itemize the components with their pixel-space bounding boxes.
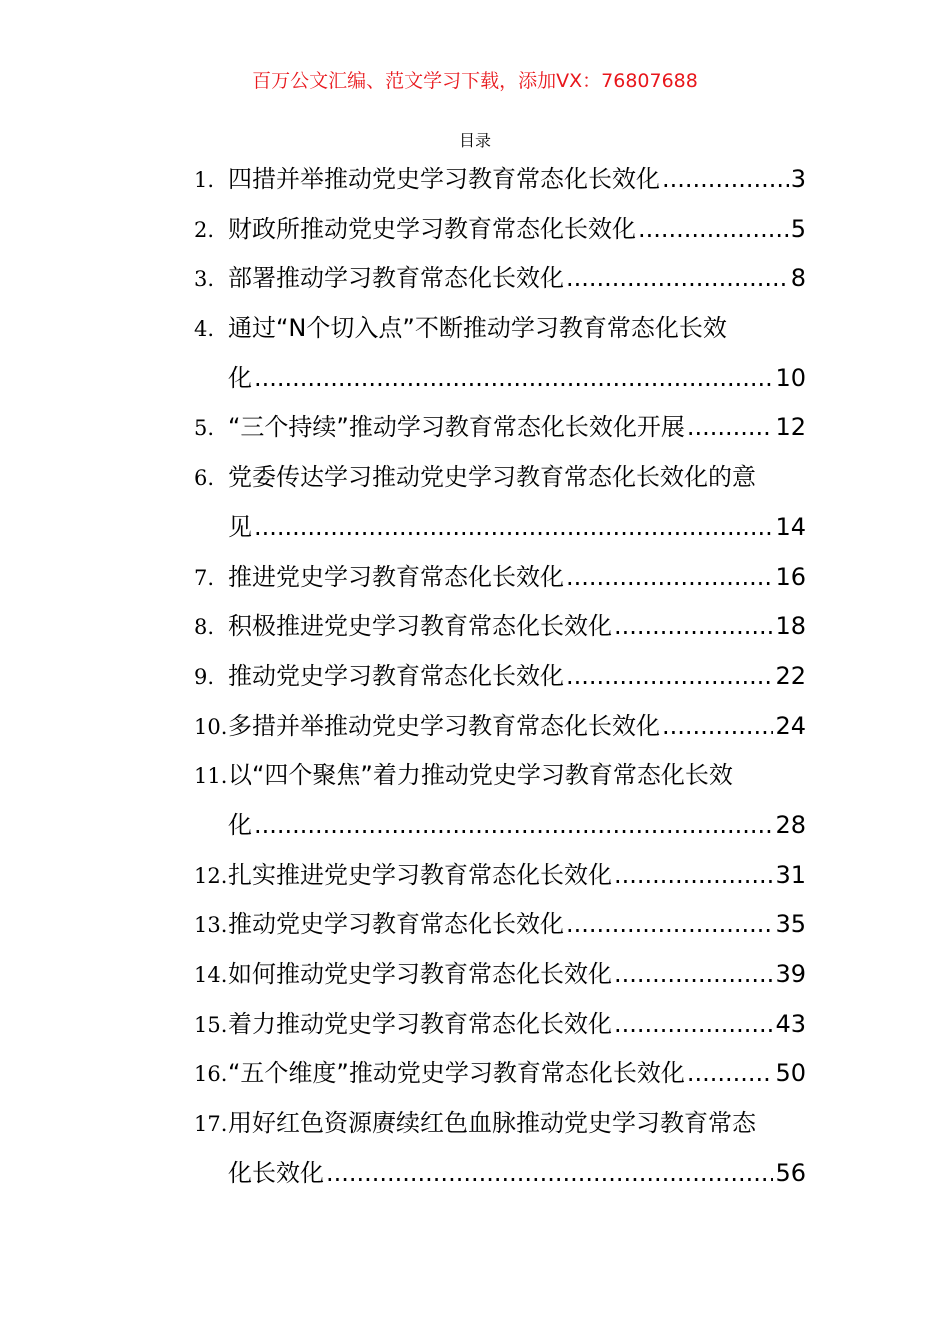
toc-dot-leader	[687, 403, 774, 453]
toc-entry[interactable]	[194, 254, 806, 304]
toc-entry-title: 四措并举推动党史学习教育常态化长效化	[228, 165, 660, 193]
toc-entry-title: 化长效化	[228, 1158, 324, 1187]
toc-entry-title: 推动党史学习教育常态化长效化	[228, 910, 564, 939]
toc-entry[interactable]	[194, 155, 806, 205]
toc-page-number: 28	[775, 810, 806, 839]
toc-entry-title: 如何推动党史学习教育常态化长效化	[228, 960, 612, 988]
toc-page-number: 14	[775, 512, 806, 541]
toc-entry[interactable]	[194, 354, 806, 404]
toc-dot-leader	[662, 155, 789, 205]
toc-page-number: 8	[790, 264, 806, 293]
toc-page-number: 12	[775, 413, 806, 442]
toc-entry[interactable]	[194, 453, 806, 503]
toc-page-number: 3	[790, 165, 806, 193]
toc-dot-leader	[566, 652, 773, 702]
toc-page-number: 5	[790, 214, 806, 243]
toc-entry-title: 党委传达学习推动党史学习教育常态化长效化的意	[228, 463, 756, 492]
toc-entry-title: 积极推进党史学习教育常态化长效化	[228, 612, 612, 641]
toc-entry[interactable]	[194, 1000, 806, 1050]
toc-page-number: 10	[775, 363, 806, 392]
toc-entry-title: 部署推动学习教育常态化长效化	[228, 264, 564, 293]
toc-page-number: 35	[775, 910, 806, 939]
toc-entry-number: 12.	[194, 863, 228, 888]
toc-dot-leader	[566, 553, 773, 603]
watermark-header: 百万公文汇编、范文学习下载，添加VX：76807688	[252, 70, 698, 92]
toc-entry-title: 见	[228, 512, 252, 541]
toc-entry-title: 推进党史学习教育常态化长效化	[228, 562, 564, 591]
toc-dot-leader	[254, 801, 773, 851]
toc-entry-number: 4.	[194, 317, 215, 342]
toc-entry-number: 16.	[194, 1062, 228, 1087]
toc-entry[interactable]	[194, 1149, 806, 1199]
toc-entry-number: 11.	[194, 764, 228, 789]
toc-page-number: 43	[775, 1009, 806, 1038]
toc-entry-number: 14.	[194, 963, 228, 987]
toc-entry-number: 2.	[194, 217, 215, 242]
toc-dot-leader	[687, 1049, 774, 1099]
toc-entry-number: 6.	[194, 466, 215, 491]
toc-entry[interactable]	[194, 403, 806, 453]
toc-entry-number: 8.	[194, 615, 215, 640]
toc-entry[interactable]	[194, 1099, 806, 1149]
toc-entry-title: 以“四个聚焦”着力推动党史学习教育常态化长效	[228, 761, 733, 790]
toc-page-number: 18	[775, 612, 806, 641]
toc-dot-leader	[566, 254, 789, 304]
toc-entry-number: 5.	[194, 416, 215, 441]
toc-entry[interactable]	[194, 702, 806, 752]
toc-dot-leader	[614, 851, 773, 901]
toc-entry[interactable]	[194, 205, 806, 255]
toc-entry[interactable]	[194, 801, 806, 851]
toc-entry-number: 7.	[194, 565, 215, 590]
toc-entry-title: 着力推动党史学习教育常态化长效化	[228, 1009, 612, 1038]
toc-page-number: 56	[775, 1158, 806, 1187]
toc-entry[interactable]	[194, 304, 806, 354]
toc-page-number: 22	[775, 661, 806, 690]
toc-dot-leader	[614, 1000, 773, 1050]
toc-entry-title: 扎实推进党史学习教育常态化长效化	[228, 860, 612, 889]
toc-entry-number: 3.	[194, 267, 215, 292]
toc-entry-title: 通过“N个切入点”不断推动学习教育常态化长效	[228, 314, 727, 343]
toc-page-number: 31	[775, 860, 806, 889]
toc-entry[interactable]	[194, 503, 806, 553]
toc-dot-leader	[254, 354, 773, 404]
toc-entry[interactable]	[194, 900, 806, 950]
toc-entry-number: 1.	[194, 168, 215, 192]
toc-page-number: 39	[775, 960, 806, 988]
toc-entry-title: 用好红色资源赓续红色血脉推动党史学习教育常态	[228, 1109, 756, 1138]
toc-entry-number: 15.	[194, 1012, 228, 1037]
toc-entry[interactable]	[194, 751, 806, 801]
toc-dot-leader	[566, 900, 773, 950]
toc-entry-title: 化	[228, 363, 252, 392]
toc-entry[interactable]	[194, 1049, 806, 1099]
toc-entry[interactable]	[194, 652, 806, 702]
toc-entry-title: “三个持续”推动学习教育常态化长效化开展	[228, 413, 685, 442]
toc-page-number: 24	[775, 711, 806, 740]
toc-entry[interactable]	[194, 553, 806, 603]
toc-dot-leader	[614, 602, 773, 652]
toc-entry[interactable]	[194, 950, 806, 1000]
toc-title: 目录	[458, 131, 491, 150]
toc-dot-leader	[614, 950, 773, 1000]
toc-entry-number: 9.	[194, 664, 215, 689]
toc-dot-leader	[662, 702, 773, 752]
toc-entry-title: 推动党史学习教育常态化长效化	[228, 661, 564, 690]
toc-entry-title: 财政所推动党史学习教育常态化长效化	[228, 214, 636, 243]
toc-entry[interactable]	[194, 851, 806, 901]
table-of-contents	[194, 155, 806, 1198]
toc-entry-title: “五个维度”推动党史学习教育常态化长效化	[228, 1059, 685, 1088]
toc-entry-number: 13.	[194, 913, 228, 938]
toc-dot-leader	[254, 503, 773, 553]
toc-entry[interactable]	[194, 602, 806, 652]
toc-page-number: 16	[775, 562, 806, 591]
toc-dot-leader	[638, 205, 789, 255]
toc-page-number: 50	[775, 1059, 806, 1088]
toc-entry-title: 化	[228, 810, 252, 839]
toc-entry-number: 17.	[194, 1112, 228, 1137]
toc-dot-leader	[326, 1149, 773, 1199]
toc-entry-title: 多措并举推动党史学习教育常态化长效化	[228, 711, 660, 740]
toc-entry-number: 10.	[194, 714, 228, 739]
